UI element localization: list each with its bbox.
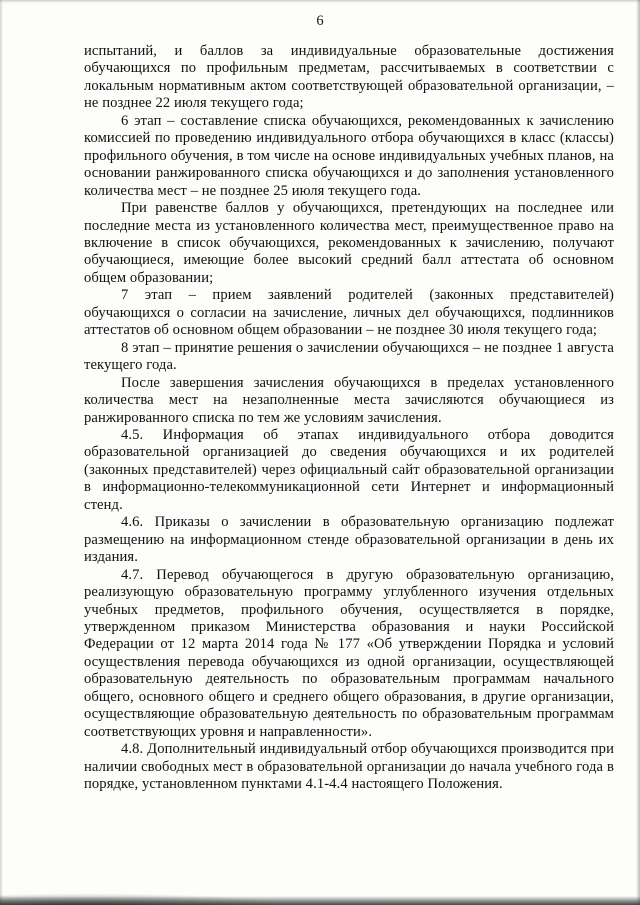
paragraph: 4.7. Перевод обучающегося в другую образовательную организацию, реализующую образовательную программу углубленного изучения отдельных учебных предметов, профильного обучения, осуществляется в порядке, утвержденном приказом Министерства образования и науки Российской Федерации от 12 марта 2014 года № 177 «Об утверждении Порядка и условий осуществления перевода обучающихся из одной организации, осуществляющей образовательную деятельность по образовательным программам начального общего, основного общего и среднего общего образования, в другие организации, осуществляющие образовательную деятельность по образовательным программам соответствующих уровня и направленности». bbox=[84, 566, 614, 740]
scan-edge-bottom bbox=[0, 896, 640, 905]
scan-edge-bottom-blotch bbox=[0, 893, 288, 905]
scan-edge-right bbox=[636, 0, 640, 905]
paragraph: После завершения зачисления обучающихся в пределах установленного количества мест на незаполненные места зачисляются обучающиеся из ранжированного списка по тем же условиям зачисления. bbox=[84, 374, 614, 426]
page-number: 6 bbox=[316, 13, 324, 29]
paragraph: 8 этап – принятие решения о зачислении обучающихся – не позднее 1 августа текущего года. bbox=[84, 339, 614, 374]
paragraph: 7 этап – прием заявлений родителей (законных представителей) обучающихся о согласии на зачисление, личных дел обучающихся, подлинников аттестатов об основном общем образовании – не позднее 30 июля текущего года; bbox=[84, 287, 614, 339]
document-content bbox=[84, 43, 614, 793]
paragraph: 4.8. Дополнительный индивидуальный отбор обучающихся производится при наличии свободных мест в образовательной организации до начала учебного года в порядке, установленном пунктами 4.1-4.4 настоящего Положения. bbox=[84, 741, 614, 793]
paragraph: При равенстве баллов у обучающихся, претендующих на последнее или последние места из установленного количества мест, преимущественное право на включение в список обучающихся, рекомендованных к зачислению, получают обучающиеся, имеющие более высокий средний балл аттестата об основном общем образовании; bbox=[84, 200, 614, 286]
paragraph: 4.5. Информация об этапах индивидуального отбора доводится образовательной организацией до сведения обучающихся и их родителей (законных представителей) через официальный сайт образовательной организации в информационно-телекоммуникационной сети Интернет и информационный стенд. bbox=[84, 426, 614, 513]
paragraph: испытаний, и баллов за индивидуальные образовательные достижения обучающихся по профильным предметам, рассчитываемых в соответствии с локальным нормативным актом соответствующей образовательной организации, – не позднее 22 июля текущего года; bbox=[84, 43, 614, 112]
scan-edge-left bbox=[0, 0, 3, 905]
paragraph: 4.6. Приказы о зачислении в образовательную организацию подлежат размещению на информационном стенде образовательной организации в день их издания. bbox=[84, 514, 614, 566]
paragraph: 6 этап – составление списка обучающихся, рекомендованных к зачислению комиссией по проведению индивидуального отбора обучающихся в класс (классы) профильного обучения, в том числе на основе индивидуальных учебных планов, на основании ранжированного списка обучающихся и до заполнения установленного количества мест – не позднее 25 июля текущего года. bbox=[84, 112, 614, 199]
scan-edge-top bbox=[0, 0, 640, 3]
